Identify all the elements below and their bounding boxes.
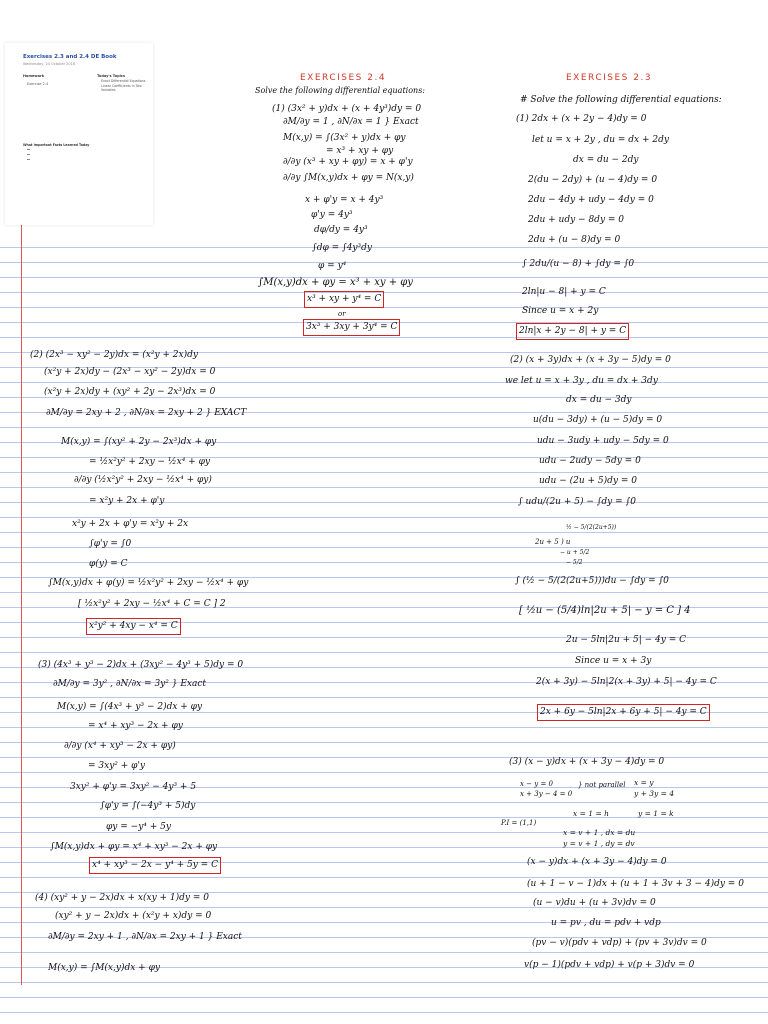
math-line: 2du + udy − 8dy = 0 <box>528 215 625 225</box>
math-line: ∫ (½ − 5/(2(2u+5)))du − ∫dy = ∫0 <box>515 576 669 586</box>
math-line: dφ/dy = 4y³ <box>314 225 368 235</box>
math-line: [ ½u − (5/4)ln|2u + 5| − y = C ] 4 <box>519 605 691 616</box>
math-line: y = 1 = k <box>638 809 674 818</box>
math-line: ∫M(x,y)dx + φ(y) = ½x²y² + 2xy − ½x⁴ + φy <box>48 578 249 588</box>
page-date: Wednesday, 24 October 2018 <box>23 62 76 66</box>
math-line: (pv − v)(pdv + vdp) + (pv + 3v)dv = 0 <box>532 938 707 948</box>
math-line: ∫ 2du/(u − 8) + ∫dy = ∫0 <box>522 259 635 269</box>
math-line: (u − v)du + (u + 3v)dv = 0 <box>533 898 656 908</box>
math-line: ∫dφ = ∫4y³dy <box>312 243 372 253</box>
math-line: ∫M(x,y)dx + φy = x³ + xy + φy <box>258 277 413 288</box>
math-line: (x²y + 2x)dy + (xy² + 2y − 2x³)dx = 0 <box>44 387 216 397</box>
math-line: ∫M(x,y)dx + φy = x⁴ + xy³ − 2x + φy <box>50 842 218 852</box>
math-line: (x − y)dx + (x + 3y − 4)dy = 0 <box>527 857 667 867</box>
math-line: 2(x + 3y) − 5ln|2(x + 3y) + 5| − 4y = C <box>536 677 717 687</box>
topics-heading: Today's Topics <box>97 74 125 78</box>
math-line: = x⁴ + xy³ − 2x + φy <box>88 721 183 731</box>
math-line: u(du − 3dy) + (u − 5)dy = 0 <box>533 415 663 425</box>
math-line: 2ln|u − 8| + y = C <box>522 287 606 297</box>
math-line: (x²y + 2x)dy − (2x³ − xy² − 2y)dx = 0 <box>44 367 216 377</box>
math-line: ∫ udu/(2u + 5) − ∫dy = ∫0 <box>518 497 636 507</box>
section-heading-ex24: EXERCISES 2.4 <box>300 73 387 83</box>
problem-heading: (3) (4x³ + y³ − 2)dx + (3xy² − 4y³ + 5)dy = 0 <box>38 660 244 670</box>
math-line: (u + 1 − v − 1)dx + (u + 1 + 3v + 3 − 4)dy = 0 <box>527 879 744 889</box>
math-line: = x³ + xy + φy <box>326 146 394 156</box>
math-line: ∂/∂y (½x²y² + 2xy − ½x⁴ + φy) <box>74 475 212 485</box>
math-line: φ(y) = C <box>89 559 128 569</box>
math-line: x = 1 = h <box>573 809 609 818</box>
math-line: x²y + 2x + φ'y = x²y + 2x <box>72 519 189 529</box>
math-line: udu − 3udy + udy − 5dy = 0 <box>537 436 669 446</box>
math-line: [ ½x²y² + 2xy − ½x⁴ + C = C ] 2 <box>78 599 226 609</box>
instruction-text: # Solve the following differential equations: <box>520 95 722 105</box>
margin-line <box>21 215 22 985</box>
math-line: φ'y = 4y³ <box>311 210 353 220</box>
problem-heading: (2) (x + 3y)dx + (x + 3y − 5)dy = 0 <box>510 355 671 365</box>
math-line: Since u = x + 2y <box>522 306 599 316</box>
math-line: or <box>338 310 346 318</box>
math-line: v(p − 1)(pdv + vdp) + v(p + 3)dv = 0 <box>524 960 695 970</box>
math-line: dx = du − 2dy <box>573 155 639 165</box>
bullet-mark <box>27 149 30 150</box>
math-line: udu − 2udy − 5dy = 0 <box>539 456 641 466</box>
math-line: ∂M/∂y = 2xy + 2 , ∂N/∂x = 2xy + 2 } EXACT <box>46 408 247 418</box>
math-line: 2du + (u − 8)dy = 0 <box>528 235 621 245</box>
boxed-answer: 2ln|x + 2y − 8| + y = C <box>519 326 627 336</box>
homework-item: Exercise 2.4 <box>27 82 49 86</box>
math-line: Since u = x + 3y <box>575 656 652 666</box>
math-line: x = y <box>634 778 654 787</box>
math-line: φ = y⁴ <box>318 261 347 271</box>
boxed-answer: x⁴ + xy³ − 2x − y⁴ + 5y = C <box>92 860 218 870</box>
math-line: 2du − 4dy + udy − 4dy = 0 <box>528 195 654 205</box>
instruction-text: Solve the following differential equations: <box>255 86 425 95</box>
math-line: = ½x²y² + 2xy − ½x⁴ + φy <box>89 457 210 467</box>
math-line: 3xy² + φ'y = 3xy² − 4y³ + 5 <box>70 782 197 792</box>
math-line: x + φ'y = x + 4y³ <box>305 195 384 205</box>
problem-heading: (1) 2dx + (x + 2y − 4)dy = 0 <box>516 114 647 124</box>
long-division-line: − 5/2 <box>566 559 583 566</box>
boxed-answer: x³ + xy + y⁴ = C <box>307 294 382 304</box>
boxed-answer: 2x + 6y − 5ln|2x + 6y + 5| − 4y = C <box>540 707 707 717</box>
math-line: (xy² + y − 2x)dx + (x²y + x)dy = 0 <box>55 911 212 921</box>
math-line: P.I = (1,1) <box>501 819 537 827</box>
long-division-line: 2u + 5 ) u <box>535 538 571 546</box>
math-line: = x²y + 2x + φ'y <box>89 496 165 506</box>
page-header-card <box>5 43 153 225</box>
problem-heading: (3) (x − y)dx + (x + 3y − 4)dy = 0 <box>509 757 665 767</box>
math-line: x + 3y − 4 = 0 <box>520 790 573 798</box>
problem-heading: (2) (2x³ − xy² − 2y)dx = (x²y + 2x)dy <box>30 350 198 360</box>
long-division-line: ½ − 5/(2(2u+5)) <box>566 524 617 531</box>
problem-heading: (4) (xy² + y − 2x)dx + x(xy + 1)dy = 0 <box>35 893 209 903</box>
homework-heading: Homework <box>23 74 45 78</box>
math-line: let u = x + 2y , du = dx + 2dy <box>532 135 669 145</box>
math-line: ∫φ'y = ∫(−4y³ + 5)dy <box>100 801 196 811</box>
long-division-line: − u + 5/2 <box>560 549 590 556</box>
math-line: ∂M/∂y = 1 , ∂N/∂x = 1 } Exact <box>283 117 419 127</box>
math-line: x = v + 1 , dx = du <box>563 828 636 837</box>
boxed-answer: 3x³ + 3xy + 3y⁴ = C <box>306 322 398 332</box>
math-line: ∂/∂y ∫M(x,y)dx + φy = N(x,y) <box>283 173 414 183</box>
math-line: dx = du − 3dy <box>566 395 632 405</box>
math-line: ∂/∂y (x³ + xy + φy) = x + φ'y <box>283 157 413 167</box>
math-line: 2(du − 2dy) + (u − 4)dy = 0 <box>528 175 658 185</box>
math-line: ∫φ'y = ∫0 <box>89 539 132 549</box>
math-line: y + 3y = 4 <box>634 789 675 798</box>
math-line: ∂/∂y (x⁴ + xy³ − 2x + φy) <box>64 741 176 751</box>
math-line: M(x,y) = ∫(3x² + y)dx + φy <box>283 133 406 143</box>
important-facts-heading: What Important Facts Learned Today <box>23 143 90 147</box>
bullet-mark <box>27 159 30 160</box>
problem-heading: (1) (3x² + y)dx + (x + 4y³)dy = 0 <box>272 104 422 114</box>
boxed-answer: x²y² + 4xy − x⁴ = C <box>89 621 178 631</box>
math-line: = 3xy² + φ'y <box>88 761 146 771</box>
topic-item: Linear Coefficients in Two Variables <box>101 84 142 92</box>
page-title: Exercises 2.3 and 2.4 DE Book <box>23 54 117 60</box>
math-line: M(x,y) = ∫(4x³ + y³ − 2)dx + φy <box>57 702 203 712</box>
topic-item: Exact Differential Equations <box>101 79 146 83</box>
math-line: u = pv , du = pdv + vdp <box>551 918 661 928</box>
math-line: we let u = x + 3y , du = dx + 3dy <box>505 376 658 386</box>
math-line: udu − (2u + 5)dy = 0 <box>539 476 637 486</box>
math-line: y = v + 1 , dy = dv <box>563 839 635 848</box>
math-line: φy = −y⁴ + 5y <box>106 822 171 832</box>
math-line: ∂M/∂y = 2xy + 1 , ∂N/∂x = 2xy + 1 } Exact <box>48 932 242 942</box>
math-line: 2u − 5ln|2u + 5| − 4y = C <box>566 635 686 645</box>
bullet-mark <box>27 154 30 155</box>
math-line: ∂M/∂y = 3y² , ∂N/∂x = 3y² } Exact <box>53 679 206 689</box>
math-line: M(x,y) = ∫(xy² + 2y − 2x³)dx + φy <box>61 437 217 447</box>
section-heading-ex23: EXERCISES 2.3 <box>566 73 653 83</box>
math-line: x − y = 0 <box>520 780 553 788</box>
math-line: M(x,y) = ∫M(x,y)dx + φy <box>48 963 160 973</box>
math-line: } not parallel <box>578 781 626 789</box>
